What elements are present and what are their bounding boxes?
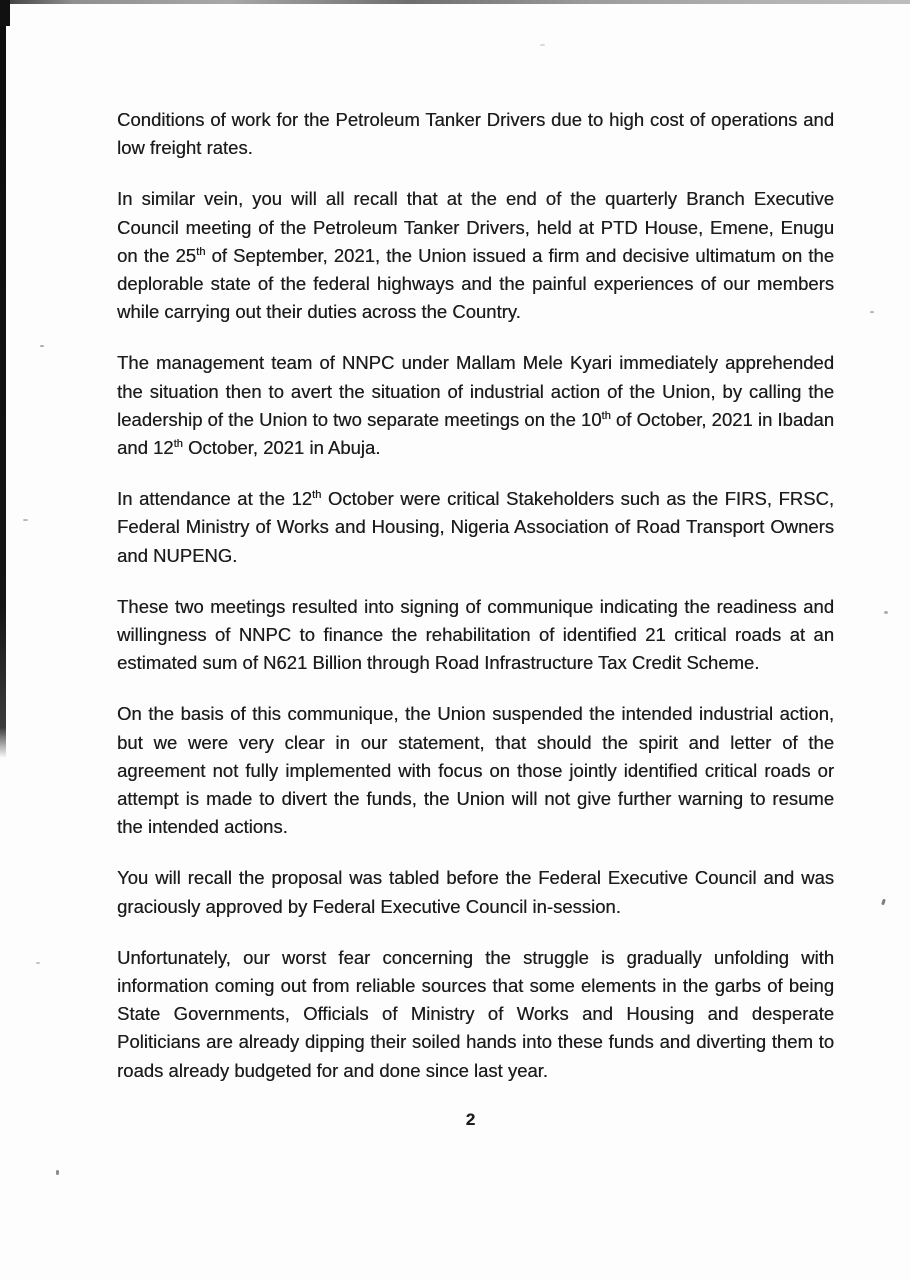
paragraph: The management team of NNPC under Mallam Mele Kyari immediately apprehended the situation then to avert the situation of industrial action of the Union, by calling the leadership of the Union to two separate meetings on the 10th of October, 2021 in Ibadan and 12th October, 2021 in Abuja. <box>117 352 834 459</box>
scan-speckle <box>870 311 874 313</box>
paragraph: Unfortunately, our worst fear concerning the struggle is gradually unfolding with information coming out from reliable sources that some elements in the garbs of being State Governments, Officials of Ministry of Works and Housing and desperate Politicians are already dipping their soiled hands into these funds and diverting them to roads already budgeted for and done since last year. <box>117 946 834 1081</box>
scan-speckle <box>540 44 545 46</box>
paragraph: You will recall the proposal was tabled before the Federal Executive Council and was graciously approved by Federal Executive Council in-session. <box>117 867 834 917</box>
document-body-text <box>117 106 834 1108</box>
ordinal-superscript: th <box>196 245 206 258</box>
scan-speckle <box>23 519 28 521</box>
scan-speckle <box>40 345 44 347</box>
scan-left-edge-artifact <box>0 0 10 26</box>
paragraph: In similar vein, you will all recall that at the end of the quarterly Branch Executive Council meeting of the Petroleum Tanker Drivers, held at PTD House, Emene, Enugu on the 25th of September, 2021, the Union issued a firm and decisive ultimatum on the deplorable state of the federal highways and the painful experiences of our members while carrying out their duties across the Country. <box>117 188 835 323</box>
scan-left-edge-artifact <box>0 0 6 758</box>
ordinal-superscript: th <box>601 409 611 422</box>
ordinal-superscript: th <box>312 489 322 502</box>
paragraph: These two meetings resulted into signing of communique indicating the readiness and willingness of NNPC to finance the rehabilitation of identified 21 critical roads at an estimated sum of N621 Billion through Road Infrastructure Tax Credit Scheme. <box>117 595 834 674</box>
paragraph: In attendance at the 12th October were critical Stakeholders such as the FIRS, FRSC, Federal Ministry of Works and Housing, Nigeria Association of Road Transport Owners and NUPENG. <box>117 488 834 566</box>
scan-speckle <box>36 962 40 964</box>
paragraph: On the basis of this communique, the Union suspended the intended industrial action, but we were very clear in our statement, that should the spirit and letter of the agreement not fully implemented with focus on those jointly identified critical roads or attempt is made to divert the funds, the Union will not give further warning to resume the intended actions. <box>117 703 834 838</box>
scan-speckle <box>56 1170 59 1175</box>
paragraph: Conditions of work for the Petroleum Tanker Drivers due to high cost of operations and low freight rates. <box>117 109 834 159</box>
scan-top-edge-artifact <box>0 0 910 4</box>
ordinal-superscript: th <box>173 437 183 450</box>
scan-speckle <box>881 899 886 906</box>
scan-speckle <box>884 611 888 614</box>
page-number: 2 <box>465 1110 476 1129</box>
